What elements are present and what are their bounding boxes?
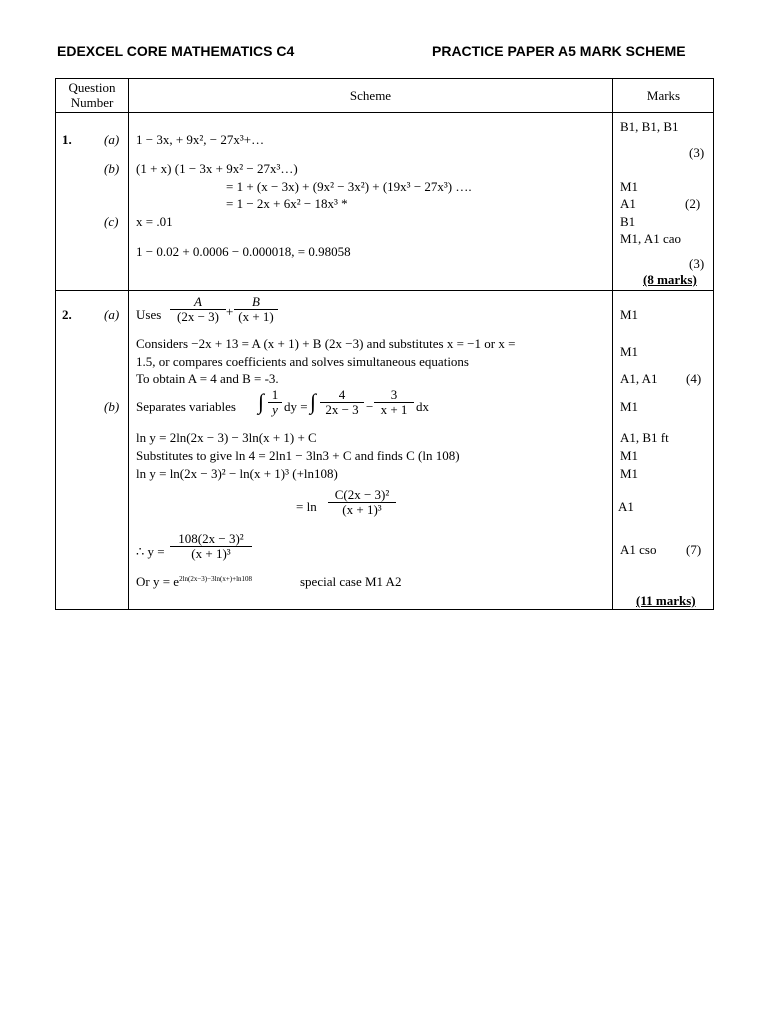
q2-b-sep-frac3-numerator: 3 [390, 387, 398, 402]
q2-b-sep-frac2-numerator: 4 [338, 387, 346, 402]
q2-b-mark-a1b1: A1, B1 ft [620, 430, 669, 445]
q2-b-eq-fraction [328, 488, 396, 517]
q1-b-line3: = 1 − 2x + 6x² − 18x³ * [226, 196, 348, 211]
q2-a-plus: + [226, 304, 234, 319]
question-number-header-line1: Question [68, 80, 116, 95]
q1-b-line2: = 1 + (x − 3x) + (9x² − 3x²) + (19x³ − 27x³) …. [226, 179, 472, 194]
q2-b-therefore: ∴ y = [136, 544, 165, 559]
q2-b-or-line [136, 575, 252, 589]
question-row-divider [56, 290, 713, 291]
q1-part-b: (b) [104, 161, 120, 176]
q2-b-substitutes: Substitutes to give ln 4 = 2ln1 − 3ln3 + C and finds C (ln 108) [136, 448, 460, 463]
q1-a-marks: B1, B1, B1 [620, 119, 679, 134]
mark-scheme-title: PRACTICE PAPER A5 MARK SCHEME [432, 43, 686, 59]
q2-b-eq-frac-numerator: C(2x − 3)² [334, 487, 390, 502]
q2-b-mark-a1cso: A1 cso [620, 542, 657, 557]
q2-part-b: (b) [104, 399, 120, 414]
q1-b-total: (2) [685, 196, 701, 211]
q1-b-mark-a1: A1 [620, 196, 636, 211]
header-row-divider [56, 112, 713, 113]
scheme-header: Scheme [349, 88, 392, 103]
q2-b-sep-frac1 [268, 388, 282, 417]
q2-total-marks: (11 marks) [636, 593, 696, 608]
q2-b-sep-dx: dx [416, 399, 429, 414]
q1-c-mark-b1: B1 [620, 214, 636, 229]
q2-b-ln-y-line: ln y = ln(2x − 3)² − ln(x + 1)³ (+ln108) [136, 466, 338, 481]
question-number-header-line2: Number [70, 95, 114, 110]
q2-a-considers-line2: 1.5, or compares coefficients and solves simultaneous equations [136, 354, 469, 369]
q2-a-frac-a-numerator: A [194, 294, 202, 309]
q1-b-line1: (1 + x) (1 − 3x + 9x² − 27x³…) [136, 161, 298, 176]
column-divider-marks [612, 79, 613, 609]
q2-b-final-denominator: (x + 1)³ [170, 546, 252, 561]
q2-a-fraction-a [170, 295, 226, 324]
q2-b-separates: Separates variables [136, 399, 236, 414]
marks-header: Marks [646, 88, 681, 103]
q2-b-final-numerator: 108(2x − 3)² [178, 531, 244, 546]
q2-b-mark-m1-subs: M1 [620, 448, 639, 463]
q2-a-mark-m1-considers: M1 [620, 344, 639, 359]
q1-c-line1: x = .01 [136, 214, 173, 229]
q1-c-mark-m1a1: M1, A1 cao [620, 231, 682, 246]
q1-c-line2: 1 − 0.02 + 0.0006 − 0.000018, = 0.98058 [136, 244, 351, 259]
q2-b-sep-frac2 [320, 388, 364, 417]
q1-a-expansion: 1 − 3x, + 9x², − 27x³+… [136, 132, 265, 147]
q1-b-mark-m1: M1 [620, 179, 639, 194]
q2-b-mark-m1-ln: M1 [620, 466, 639, 481]
q2-b-sep-minus: − [366, 399, 374, 414]
q2-b-special-case: special case M1 A2 [300, 574, 402, 589]
q2-b-sep-frac1-numerator: 1 [271, 387, 279, 402]
q2-part-a: (a) [104, 307, 120, 322]
q2-a-mark-m1-uses: M1 [620, 307, 639, 322]
q2-b-mark-a1-eq: A1 [618, 499, 634, 514]
q2-a-frac-a-denominator: (2x − 3) [170, 309, 226, 324]
integral-sign-icon: ∫ [258, 389, 265, 414]
q2-b-mark-m1-separates: M1 [620, 399, 639, 414]
q2-b-final-fraction [170, 532, 252, 561]
q1-part-a: (a) [104, 132, 120, 147]
q2-b-eq-frac-denominator: (x + 1)³ [328, 502, 396, 517]
q1-c-total: (3) [689, 256, 705, 271]
q2-b-eq-ln: = ln [296, 499, 317, 514]
q2-a-frac-b-denominator: (x + 1) [234, 309, 278, 324]
q1-total-marks: (8 marks) [643, 272, 697, 287]
q2-b-or-exponent: 2ln(2x−3)−3ln(x+)+ln108 [179, 575, 253, 583]
q1-number: 1. [62, 132, 72, 147]
q2-a-considers-line1: Considers −2x + 13 = A (x + 1) + B (2x −3) and substitutes x = −1 or x = [136, 336, 516, 351]
q2-b-sep-frac3 [374, 388, 414, 417]
q2-number: 2. [62, 307, 72, 322]
q2-a-total: (4) [686, 371, 702, 386]
q2-a-uses: Uses [136, 307, 162, 322]
q2-b-or-text: Or y = e [136, 574, 180, 589]
q1-part-c: (c) [104, 214, 119, 229]
q2-b-sep-frac1-denominator: y [268, 402, 282, 417]
q2-a-fraction-b [234, 295, 278, 324]
q2-b-ln-line: ln y = 2ln(2x − 3) − 3ln(x + 1) + C [136, 430, 317, 445]
column-divider-question [128, 79, 129, 609]
q2-b-sep-frac3-denominator: x + 1 [374, 402, 414, 417]
q2-b-sep-dy: dy = [284, 399, 308, 414]
paper-title: EDEXCEL CORE MATHEMATICS C4 [57, 43, 295, 59]
q2-b-total: (7) [686, 542, 702, 557]
q2-b-sep-frac2-denominator: 2x − 3 [320, 402, 364, 417]
q1-a-total: (3) [689, 145, 705, 160]
q2-a-mark-a1a1: A1, A1 [620, 371, 658, 386]
integral-sign-icon: ∫ [310, 389, 317, 414]
q2-a-frac-b-numerator: B [252, 294, 260, 309]
mark-scheme-table [55, 78, 714, 610]
q2-a-obtain: To obtain A = 4 and B = -3. [136, 371, 279, 386]
